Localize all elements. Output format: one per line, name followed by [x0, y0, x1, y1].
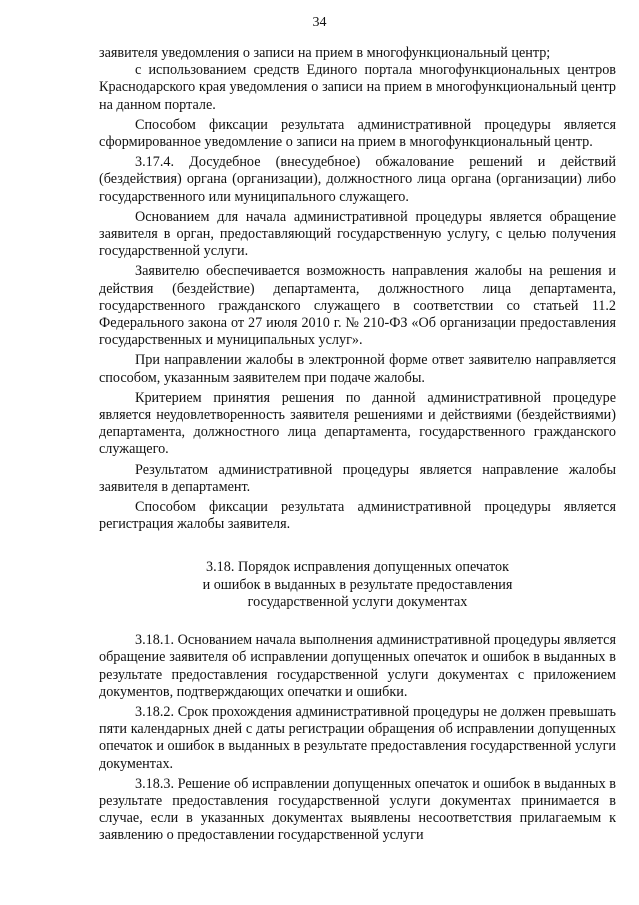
section-3-18-1: 3.18.1. Основанием начала выполнения административной процедуры является обращение заявителя об исправлении допущенных опечаток и ошибок в выданных в результате предоставления государственной услуги документах с приложением документов, подтверждающих опечатки и ошибки.	[99, 632, 616, 700]
paragraph: с использованием средств Единого портала многофункциональных центров Краснодарского края уведомления о записи на прием в многофункциональный центр на данном портале.	[99, 62, 616, 113]
page-number: 34	[312, 15, 327, 30]
heading-line: 3.18. Порядок исправления допущенных опечаток	[206, 559, 509, 576]
paragraph: При направлении жалобы в электронной форме ответ заявителю направляется способом, указанным заявителем при подаче жалобы.	[99, 352, 616, 386]
section-heading-3-18	[99, 559, 616, 611]
section-3-18-3: 3.18.3. Решение об исправлении допущенных опечаток и ошибок в выданных в результате предоставления государственной услуги документах принимается в случае, если в указанных документах выявлены несоответствия прилагаемым к заявлению о предоставлении государственной услуги	[99, 775, 616, 844]
paragraph: Способом фиксации результата административной процедуры является регистрация жалобы заявителя.	[99, 499, 616, 533]
heading-line: государственной услуги документах	[247, 593, 468, 610]
paragraph: Заявителю обеспечивается возможность направления жалобы на решения и действия (бездействие) департамента, должностного лица департамента, государственного гражданского служащего в соответствии со статьей 11.2 Федерального закона от 27 июля 2010 г. № 210-ФЗ «Об организации предоставления государственных и муниципальных услуг».	[99, 263, 616, 349]
document-body	[99, 45, 616, 845]
paragraph: Основанием для начала административной процедуры является обращение заявителя в орган, предоставляющий государственную услугу, с целью получения государственной услуги.	[99, 208, 616, 260]
paragraph: Результатом административной процедуры является направление жалобы заявителя в департамент.	[99, 461, 616, 495]
section-3-17-4: 3.17.4. Досудебное (внесудебное) обжалование решений и действий (бездействия) органа (организации), должностного лица органа (организации) либо государственного или муниципального служащего.	[99, 154, 616, 205]
section-3-18-2: 3.18.2. Срок прохождения административной процедуры не должен превышать пяти календарных дней с даты регистрации обращения об исправлении допущенных опечаток и ошибок в выданных в результате предоставления государственной услуги документах.	[99, 703, 616, 772]
paragraph: Способом фиксации результата административной процедуры является сформированное уведомление о записи на прием в многофункциональный центр.	[99, 116, 616, 151]
paragraph: Критерием принятия решения по данной административной процедуре является неудовлетворенность заявителя решениями и действиями (бездействиями) департамента, должностного лица департамента, государственного гражданского служащего.	[99, 389, 616, 458]
paragraph: заявителя уведомления о записи на прием в многофункциональный центр;	[99, 45, 551, 61]
heading-line: и ошибок в выданных в результате предоставления	[202, 576, 513, 593]
